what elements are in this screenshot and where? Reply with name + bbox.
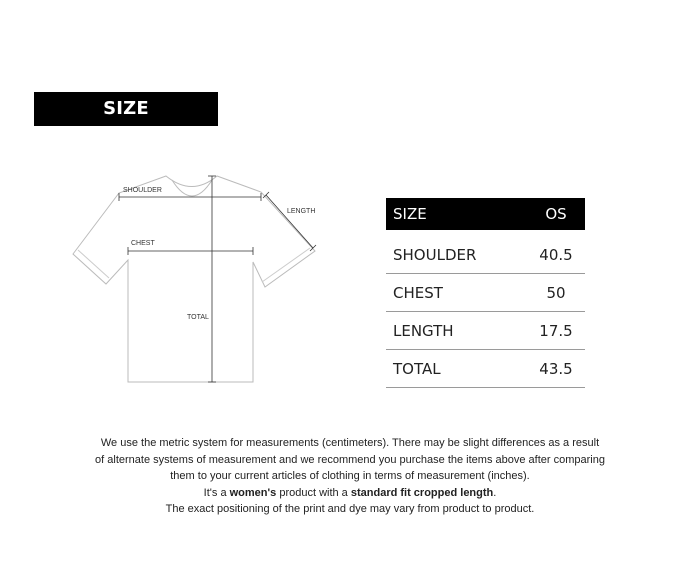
- fit-type: standard fit cropped length: [350, 486, 494, 499]
- table-row: [386, 350, 585, 388]
- description-line: We use the metric system for measurements (centimeters). There may be slight differences as a result: [100, 437, 600, 449]
- header-size-value: OS: [527, 198, 585, 233]
- size-table-header: [386, 198, 585, 233]
- left-sleeve-hem: [78, 250, 109, 278]
- description-line: them to your current articles of clothing in terms of measurement (inches).: [170, 470, 530, 482]
- row-value: 43.5: [527, 350, 585, 388]
- row-label: CHEST: [386, 274, 527, 312]
- label-shoulder: SHOULDER: [123, 187, 162, 194]
- collar: [172, 180, 212, 196]
- table-row: [386, 312, 585, 350]
- row-value: 50: [527, 274, 585, 312]
- description-line: The exact positioning of the print and dye may vary from product to product.: [165, 503, 535, 515]
- table-row: [386, 233, 585, 274]
- header-size-label: SIZE: [386, 198, 527, 233]
- tshirt-outline: [73, 176, 315, 382]
- label-length: LENGTH: [287, 208, 316, 215]
- row-value: 17.5: [527, 312, 585, 350]
- fit-gender: women's: [229, 486, 277, 499]
- description-line: of alternate systems of measurement and we recommend you purchase the items above after comparing: [95, 453, 605, 466]
- page-title: SIZE INFORMATION: [34, 92, 218, 126]
- size-table: [386, 198, 585, 388]
- row-label: LENGTH: [386, 312, 527, 350]
- label-chest: CHEST: [131, 240, 155, 247]
- label-total: TOTAL: [187, 314, 209, 321]
- row-label: SHOULDER: [386, 233, 527, 274]
- description: [60, 435, 640, 518]
- fit-note: It's a women's product with a standard fit cropped length.: [203, 486, 497, 499]
- row-label: TOTAL: [386, 350, 527, 388]
- row-value: 40.5: [527, 233, 585, 274]
- right-sleeve-hem: [262, 248, 310, 282]
- length-measure-line: [266, 195, 316, 248]
- table-row: [386, 274, 585, 312]
